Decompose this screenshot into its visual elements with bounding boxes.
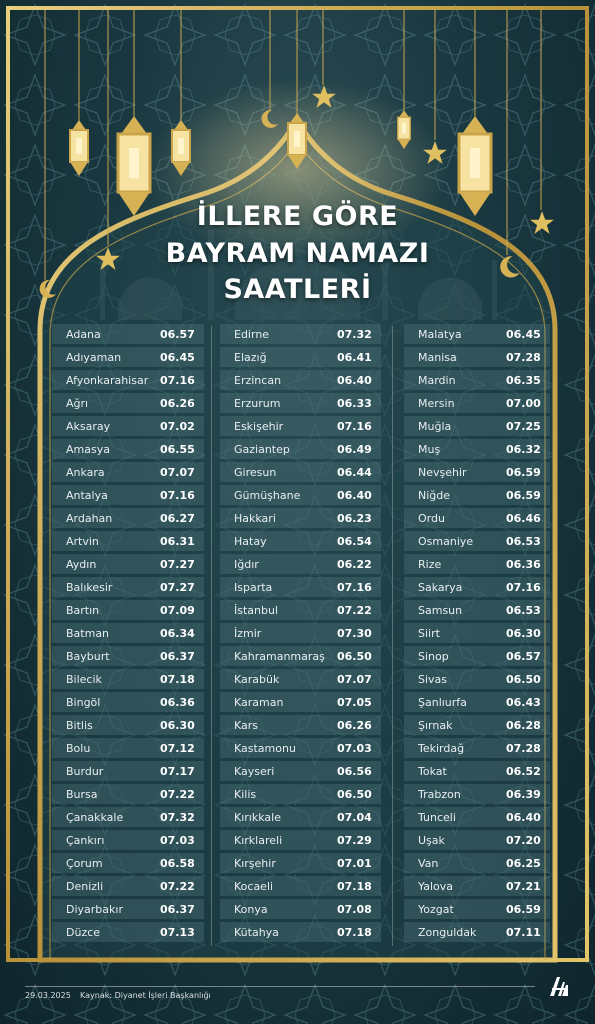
province-name: Aksaray <box>66 419 111 433</box>
province-name: Bingöl <box>66 695 101 709</box>
column-divider <box>392 326 393 946</box>
province-row <box>52 347 204 367</box>
prayer-time: 06.43 <box>506 695 541 709</box>
province-row <box>220 669 381 689</box>
province-row <box>52 485 204 505</box>
province-name: Muğla <box>418 419 452 433</box>
prayer-time: 06.31 <box>160 534 195 548</box>
prayer-time: 06.59 <box>506 465 541 479</box>
province-row <box>220 922 381 942</box>
province-name: Gaziantep <box>234 442 290 456</box>
star-icon <box>311 84 337 110</box>
title-line-2: BAYRAM NAMAZI <box>165 238 430 269</box>
province-row <box>52 738 204 758</box>
prayer-time: 07.32 <box>160 810 195 824</box>
province-row <box>220 531 381 551</box>
province-name: Hatay <box>234 534 267 548</box>
province-name: Diyarbakır <box>66 902 123 916</box>
footer-source: Kaynak: Diyanet İşleri Başkanlığı <box>80 991 211 1000</box>
province-row <box>404 669 550 689</box>
province-name: Uşak <box>418 833 445 847</box>
province-row <box>52 830 204 850</box>
prayer-time: 07.18 <box>160 672 195 686</box>
title-line-3: SAATLERİ <box>223 274 372 305</box>
province-name: Bolu <box>66 741 91 755</box>
province-row <box>220 692 381 712</box>
prayer-time: 06.58 <box>160 856 195 870</box>
province-row <box>220 347 381 367</box>
prayer-time: 07.16 <box>160 488 195 502</box>
province-name: Kastamonu <box>234 741 296 755</box>
province-row <box>404 439 550 459</box>
province-name: Tunceli <box>418 810 456 824</box>
province-name: Burdur <box>66 764 104 778</box>
province-name: Eskişehir <box>234 419 284 433</box>
province-row <box>52 554 204 574</box>
prayer-time: 06.40 <box>506 810 541 824</box>
province-name: İstanbul <box>234 603 279 617</box>
province-name: Adıyaman <box>66 350 122 364</box>
province-row <box>404 623 550 643</box>
prayer-time: 06.54 <box>337 534 372 548</box>
province-row <box>404 531 550 551</box>
province-name: Antalya <box>66 488 108 502</box>
province-row <box>220 830 381 850</box>
prayer-time: 07.30 <box>337 626 372 640</box>
prayer-time: 06.33 <box>337 396 372 410</box>
prayer-time: 07.28 <box>506 741 541 755</box>
province-name: Afyonkarahisar <box>66 373 149 387</box>
lantern-icon <box>168 120 194 180</box>
province-name: Isparta <box>234 580 273 594</box>
province-row <box>220 899 381 919</box>
prayer-time: 07.32 <box>337 327 372 341</box>
province-row <box>220 876 381 896</box>
province-row <box>52 853 204 873</box>
star-icon <box>422 140 448 166</box>
province-row <box>220 646 381 666</box>
province-row <box>404 922 550 942</box>
prayer-time: 06.49 <box>337 442 372 456</box>
prayer-time: 06.41 <box>337 350 372 364</box>
province-name: Konya <box>234 902 268 916</box>
province-name: Bitlis <box>66 718 93 732</box>
prayer-time: 06.30 <box>160 718 195 732</box>
province-name: Osmaniye <box>418 534 474 548</box>
province-row <box>404 899 550 919</box>
prayer-time: 06.39 <box>506 787 541 801</box>
province-row <box>52 623 204 643</box>
province-name: Mardin <box>418 373 456 387</box>
prayer-time: 07.22 <box>337 603 372 617</box>
prayer-time: 06.56 <box>337 764 372 778</box>
prayer-time: 07.18 <box>337 925 372 939</box>
prayer-time: 06.59 <box>506 488 541 502</box>
province-name: Zonguldak <box>418 925 477 939</box>
province-row <box>404 347 550 367</box>
province-name: Denizli <box>66 879 104 893</box>
province-row <box>404 646 550 666</box>
prayer-time: 06.57 <box>160 327 195 341</box>
prayer-time: 06.37 <box>160 649 195 663</box>
province-name: Manisa <box>418 350 457 364</box>
province-name: Kırıkkale <box>234 810 281 824</box>
province-row <box>52 577 204 597</box>
crescent-icon <box>258 108 280 130</box>
prayer-time: 06.37 <box>160 902 195 916</box>
province-name: Adana <box>66 327 101 341</box>
province-name: Kütahya <box>234 925 279 939</box>
province-name: Ardahan <box>66 511 113 525</box>
province-row <box>404 715 550 735</box>
prayer-time: 07.17 <box>160 764 195 778</box>
province-row <box>52 508 204 528</box>
province-name: Kars <box>234 718 259 732</box>
province-row <box>404 876 550 896</box>
province-row <box>404 738 550 758</box>
province-row <box>404 784 550 804</box>
province-row <box>404 462 550 482</box>
footer-divider <box>25 986 535 987</box>
province-name: Kırklareli <box>234 833 283 847</box>
prayer-time: 06.44 <box>337 465 372 479</box>
province-row <box>404 554 550 574</box>
province-row <box>404 761 550 781</box>
province-name: Kilis <box>234 787 257 801</box>
province-name: Yalova <box>418 879 453 893</box>
prayer-time: 07.22 <box>160 879 195 893</box>
prayer-time: 07.16 <box>160 373 195 387</box>
prayer-time: 07.27 <box>160 557 195 571</box>
province-name: Şırnak <box>418 718 453 732</box>
province-name: Yozgat <box>418 902 454 916</box>
province-name: Bayburt <box>66 649 110 663</box>
province-row <box>52 646 204 666</box>
prayer-time: 06.36 <box>506 557 541 571</box>
prayer-time: 06.46 <box>506 511 541 525</box>
province-row <box>52 899 204 919</box>
province-row <box>52 324 204 344</box>
province-row <box>52 876 204 896</box>
prayer-time: 06.26 <box>160 396 195 410</box>
prayer-time: 07.02 <box>160 419 195 433</box>
prayer-time: 06.50 <box>337 787 372 801</box>
province-name: Edirne <box>234 327 270 341</box>
prayer-time: 06.50 <box>337 649 372 663</box>
province-row <box>404 600 550 620</box>
prayer-time: 06.26 <box>337 718 372 732</box>
prayer-time: 06.32 <box>506 442 541 456</box>
province-row <box>220 761 381 781</box>
prayer-time: 06.30 <box>506 626 541 640</box>
prayer-time: 06.40 <box>337 488 372 502</box>
province-name: Nevşehir <box>418 465 467 479</box>
prayer-time: 07.12 <box>160 741 195 755</box>
province-row <box>220 370 381 390</box>
province-name: Van <box>418 856 439 870</box>
province-row <box>52 692 204 712</box>
province-name: Kırşehir <box>234 856 276 870</box>
province-name: Şanlıurfa <box>418 695 467 709</box>
province-name: Elazığ <box>234 350 267 364</box>
province-row <box>52 370 204 390</box>
province-row <box>404 416 550 436</box>
province-name: Amasya <box>66 442 110 456</box>
column-divider <box>211 326 212 946</box>
province-row <box>52 416 204 436</box>
province-name: Muş <box>418 442 441 456</box>
province-name: Çankırı <box>66 833 105 847</box>
province-row <box>404 830 550 850</box>
prayer-time: 06.57 <box>506 649 541 663</box>
province-name: Çanakkale <box>66 810 124 824</box>
province-name: Mersin <box>418 396 455 410</box>
prayer-time: 06.27 <box>160 511 195 525</box>
province-name: Rize <box>418 557 442 571</box>
prayer-time: 07.18 <box>337 879 372 893</box>
province-row <box>220 623 381 643</box>
province-row <box>52 784 204 804</box>
province-row <box>404 807 550 827</box>
prayer-time: 06.52 <box>506 764 541 778</box>
province-name: Siirt <box>418 626 440 640</box>
province-row <box>52 922 204 942</box>
province-name: Karabük <box>234 672 280 686</box>
province-row <box>220 577 381 597</box>
title-line-1: İLLERE GÖRE <box>196 201 399 232</box>
prayer-time: 07.03 <box>160 833 195 847</box>
prayer-time: 07.01 <box>337 856 372 870</box>
province-row <box>52 807 204 827</box>
province-row <box>404 508 550 528</box>
province-name: Sinop <box>418 649 449 663</box>
prayer-time: 07.05 <box>337 695 372 709</box>
province-row <box>404 393 550 413</box>
province-row <box>220 508 381 528</box>
province-name: Artvin <box>66 534 99 548</box>
province-row <box>52 393 204 413</box>
prayer-time: 06.55 <box>160 442 195 456</box>
province-row <box>220 853 381 873</box>
province-name: Batman <box>66 626 110 640</box>
prayer-time: 06.45 <box>160 350 195 364</box>
province-name: İzmir <box>234 626 262 640</box>
province-name: Hakkari <box>234 511 276 525</box>
province-row <box>220 462 381 482</box>
province-name: Bilecik <box>66 672 102 686</box>
province-row <box>220 416 381 436</box>
prayer-time: 06.59 <box>506 902 541 916</box>
province-row <box>220 807 381 827</box>
province-name: Bursa <box>66 787 98 801</box>
prayer-time: 07.29 <box>337 833 372 847</box>
province-name: Ordu <box>418 511 445 525</box>
prayer-time: 06.53 <box>506 534 541 548</box>
province-row <box>52 531 204 551</box>
lantern-icon <box>395 110 413 152</box>
province-row <box>220 600 381 620</box>
aa-logo-icon <box>547 974 571 998</box>
prayer-time: 07.25 <box>506 419 541 433</box>
prayer-time: 06.34 <box>160 626 195 640</box>
prayer-time: 06.50 <box>506 672 541 686</box>
prayer-time: 07.03 <box>337 741 372 755</box>
province-name: Çorum <box>66 856 103 870</box>
province-name: Gümüşhane <box>234 488 301 502</box>
prayer-time: 07.27 <box>160 580 195 594</box>
province-row <box>404 692 550 712</box>
prayer-time: 07.09 <box>160 603 195 617</box>
province-row <box>52 462 204 482</box>
province-row <box>220 485 381 505</box>
province-row <box>52 761 204 781</box>
province-name: Balıkesir <box>66 580 113 594</box>
province-row <box>220 393 381 413</box>
prayer-time: 06.35 <box>506 373 541 387</box>
province-row <box>220 738 381 758</box>
province-name: Erzincan <box>234 373 282 387</box>
prayer-time: 06.22 <box>337 557 372 571</box>
province-row <box>220 784 381 804</box>
province-row <box>220 439 381 459</box>
lantern-icon <box>66 120 92 180</box>
province-row <box>52 439 204 459</box>
province-name: Tokat <box>418 764 447 778</box>
prayer-time: 06.45 <box>506 327 541 341</box>
province-name: Trabzon <box>418 787 461 801</box>
province-name: Giresun <box>234 465 277 479</box>
prayer-time: 07.11 <box>506 925 541 939</box>
prayer-time: 07.07 <box>160 465 195 479</box>
province-name: Aydın <box>66 557 97 571</box>
province-row <box>52 715 204 735</box>
prayer-time: 07.07 <box>337 672 372 686</box>
province-name: Düzce <box>66 925 101 939</box>
province-row <box>404 577 550 597</box>
province-name: Kocaeli <box>234 879 274 893</box>
province-name: Bartın <box>66 603 100 617</box>
province-name: Kayseri <box>234 764 275 778</box>
province-name: Erzurum <box>234 396 281 410</box>
province-row <box>220 554 381 574</box>
province-name: Ankara <box>66 465 105 479</box>
prayer-time: 07.08 <box>337 902 372 916</box>
prayer-time: 07.20 <box>506 833 541 847</box>
lantern-icon <box>284 112 310 174</box>
province-name: Tekirdağ <box>418 741 465 755</box>
prayer-time: 06.25 <box>506 856 541 870</box>
prayer-time: 06.40 <box>337 373 372 387</box>
prayer-time: 07.00 <box>506 396 541 410</box>
prayer-time: 06.53 <box>506 603 541 617</box>
prayer-time: 07.16 <box>506 580 541 594</box>
province-row <box>404 485 550 505</box>
footer-date: 29.03.2025 <box>25 991 71 1000</box>
province-row <box>404 853 550 873</box>
prayer-time: 06.36 <box>160 695 195 709</box>
province-row <box>220 715 381 735</box>
province-name: Sivas <box>418 672 448 686</box>
province-name: Sakarya <box>418 580 463 594</box>
province-row <box>52 600 204 620</box>
prayer-time: 07.16 <box>337 419 372 433</box>
province-name: Karaman <box>234 695 284 709</box>
province-row <box>404 324 550 344</box>
province-row <box>220 324 381 344</box>
prayer-time: 07.21 <box>506 879 541 893</box>
province-name: Malatya <box>418 327 462 341</box>
prayer-time: 07.28 <box>506 350 541 364</box>
prayer-time: 07.04 <box>337 810 372 824</box>
province-row <box>52 669 204 689</box>
province-name: Iğdır <box>234 557 259 571</box>
prayer-time: 07.16 <box>337 580 372 594</box>
province-name: Samsun <box>418 603 463 617</box>
province-row <box>404 370 550 390</box>
prayer-time: 06.23 <box>337 511 372 525</box>
province-name: Kahramanmaraş <box>234 649 325 663</box>
province-name: Ağrı <box>66 396 89 410</box>
province-name: Niğde <box>418 488 451 502</box>
prayer-time: 07.13 <box>160 925 195 939</box>
prayer-time: 07.22 <box>160 787 195 801</box>
prayer-time: 06.28 <box>506 718 541 732</box>
